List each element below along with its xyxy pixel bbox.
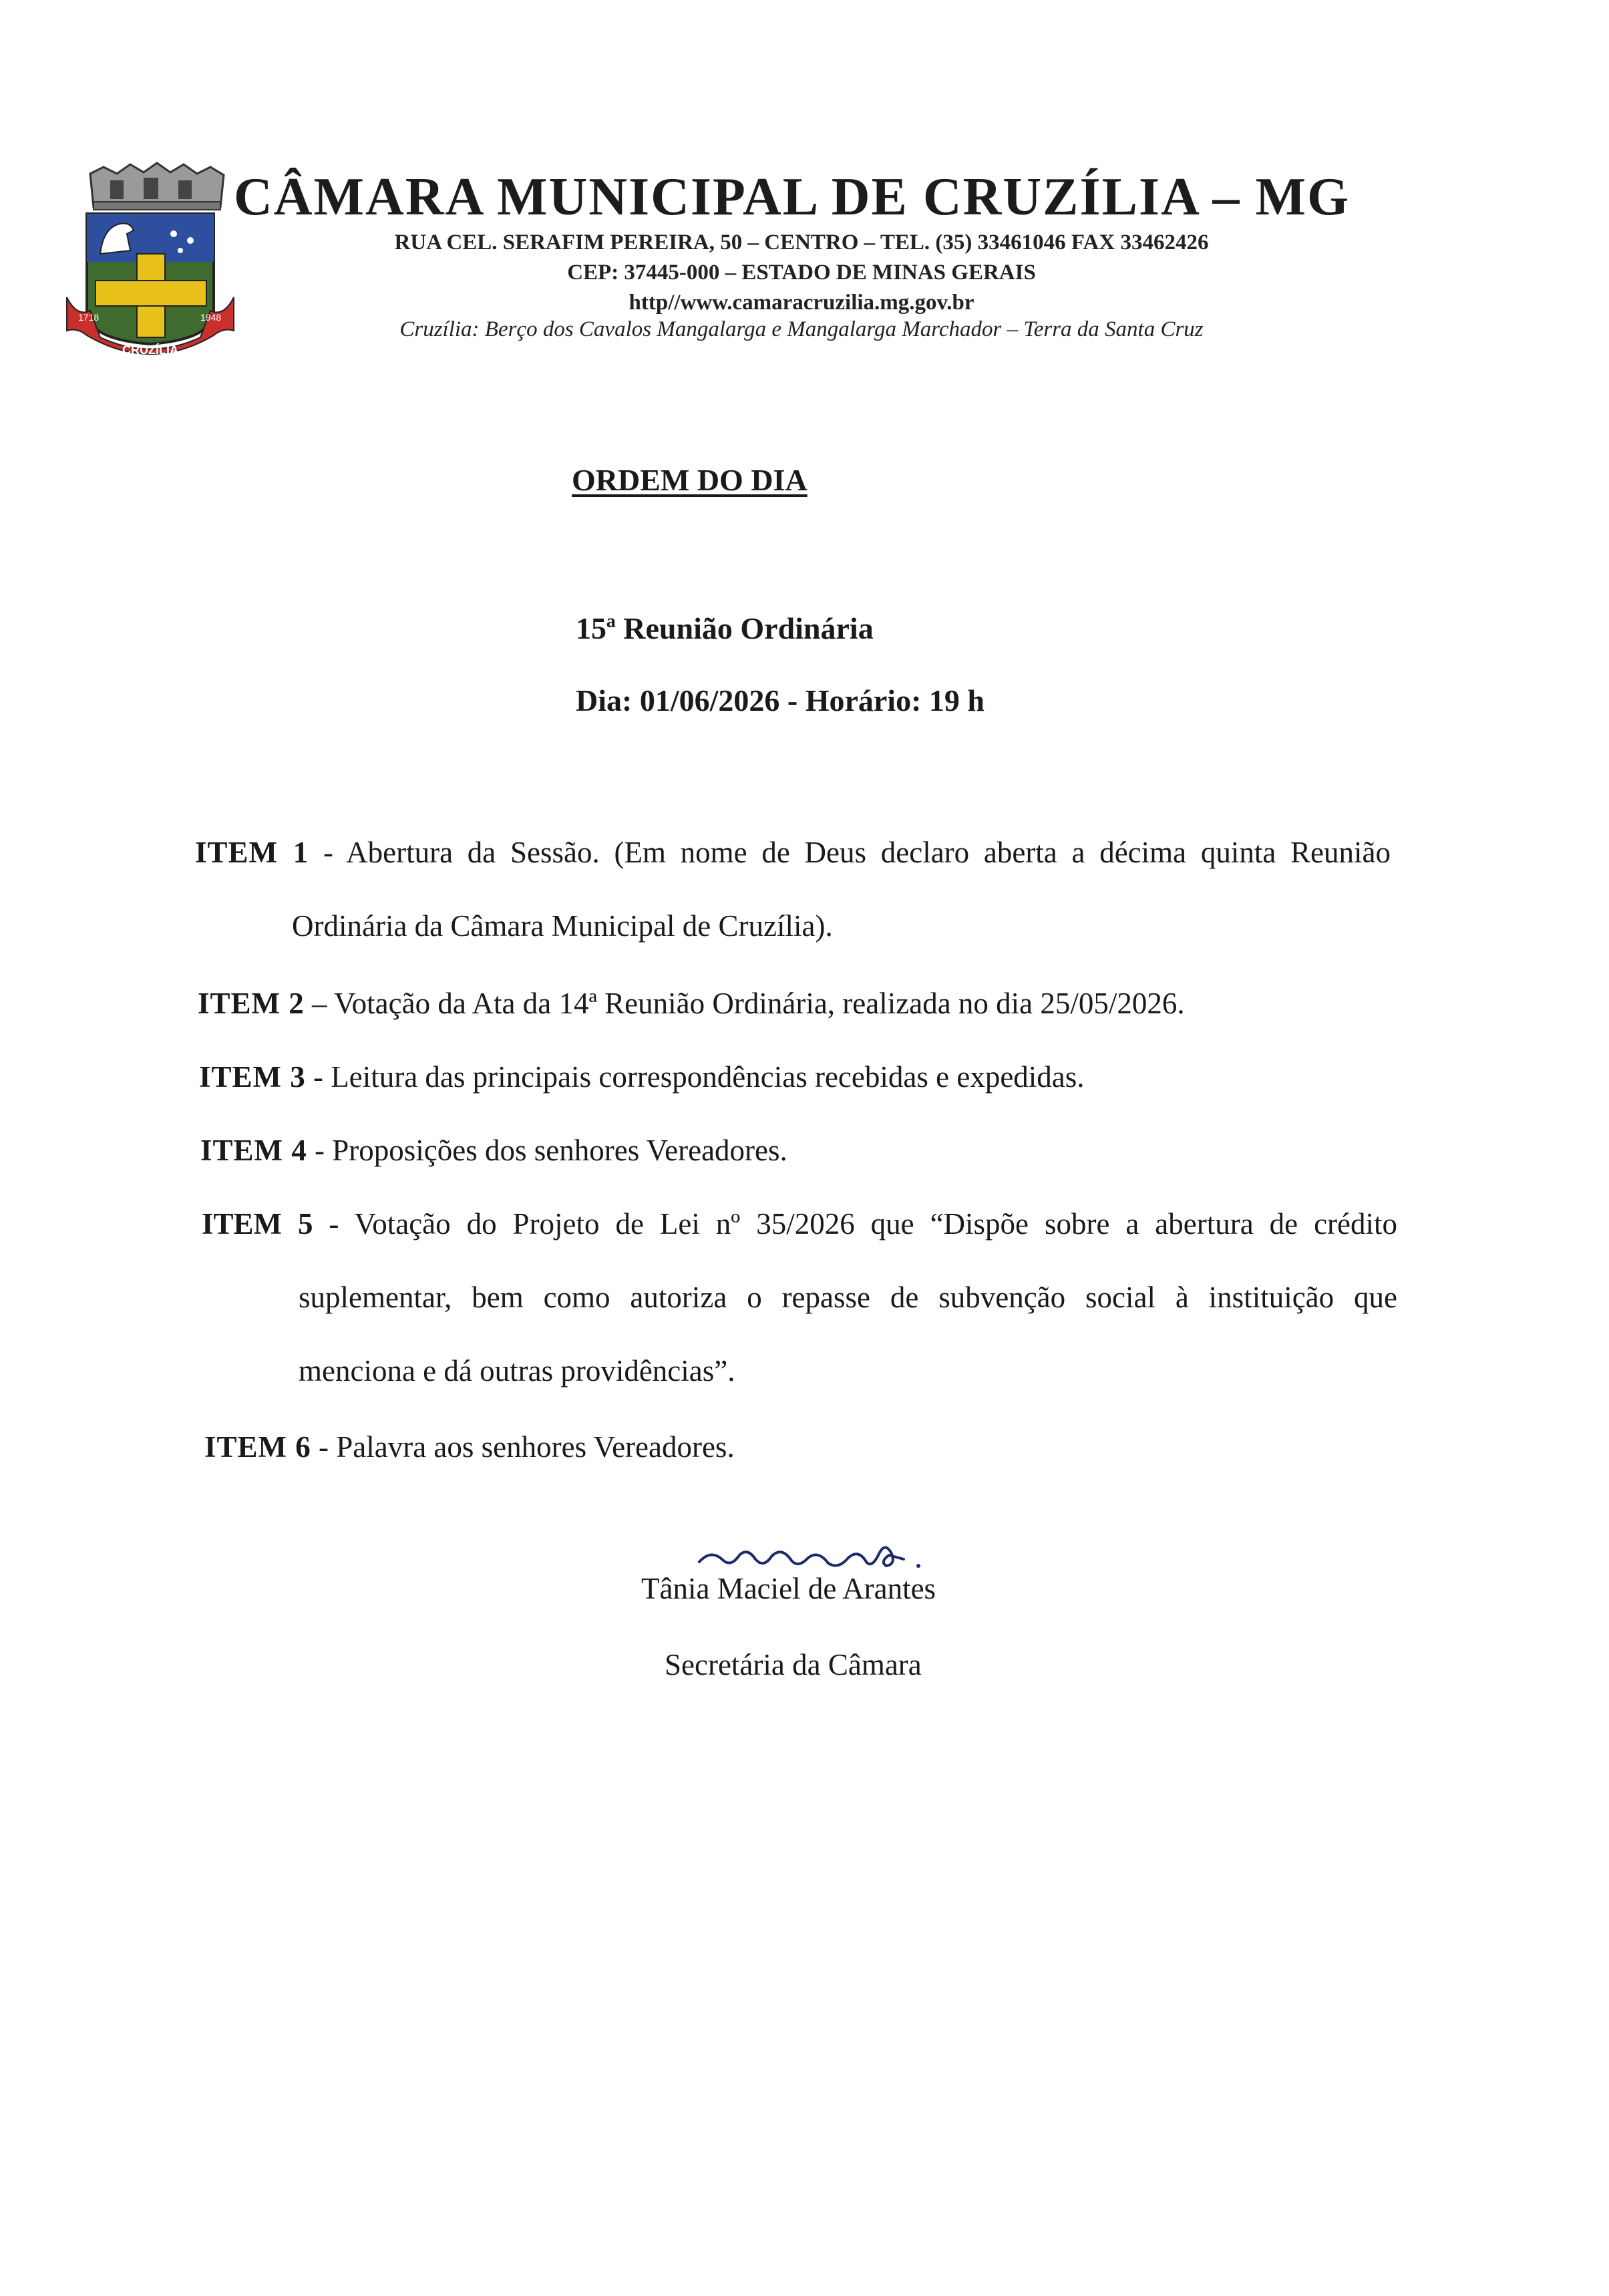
meeting-name: 15ª Reunião Ordinária	[576, 611, 874, 645]
crest-banner-text: CRUZÍLIA	[122, 343, 178, 357]
item-text: – Votação da Ata da 14ª Reunião Ordinária, realizada no dia 25/05/2026.	[304, 987, 1185, 1020]
item-text: - Abertura da Sessão. (Em nome de Deus declaro aberta a décima quinta Reunião	[309, 836, 1391, 869]
agenda-item-1	[195, 835, 1391, 870]
agenda-item-4	[200, 1133, 787, 1168]
document-title: ORDEM DO DIA	[572, 463, 808, 497]
item-label: ITEM 6	[204, 1430, 311, 1464]
agenda-item-6	[204, 1430, 735, 1464]
agenda-item-5	[202, 1206, 1397, 1241]
item-text: - Palavra aos senhores Vereadores.	[311, 1430, 735, 1464]
header-website: http//www.camaracruzilia.mg.gov.br	[629, 291, 974, 315]
signer-name: Tânia Maciel de Arantes	[641, 1572, 936, 1605]
header-motto: Cruzília: Berço dos Cavalos Mangalarga e Mangalarga Marchador – Terra da Santa Cruz	[399, 317, 1204, 341]
item-text: - Leitura das principais correspondências recebidas e expedidas.	[305, 1060, 1085, 1094]
agenda-item-3	[199, 1059, 1085, 1094]
signer-role: Secretária da Câmara	[665, 1648, 922, 1681]
agenda-item-1-continuation: Ordinária da Câmara Municipal de Cruzília).	[292, 909, 833, 943]
item-text: - Proposições dos senhores Vereadores.	[307, 1134, 787, 1167]
meeting-date-time: Dia: 01/06/2026 - Horário: 19 h	[576, 683, 985, 717]
municipal-crest-logo	[63, 160, 237, 367]
crest-year-right: 1948	[200, 312, 222, 323]
shield-icon	[87, 214, 214, 344]
item-label: ITEM 5	[202, 1207, 313, 1241]
mural-crown-icon	[90, 163, 224, 210]
organization-name: CÂMARA MUNICIPAL DE CRUZÍLIA – MG	[234, 168, 1351, 226]
item-label: ITEM 4	[200, 1134, 307, 1167]
item-text: - Votação do Projeto de Lei nº 35/2026 que “Dispõe sobre a abertura de crédito	[313, 1207, 1397, 1241]
item-label: ITEM 1	[195, 836, 309, 869]
header-address: RUA CEL. SERAFIM PEREIRA, 50 – CENTRO – TEL. (35) 33461046 FAX 33462426	[394, 230, 1209, 255]
crest-year-left: 1718	[78, 312, 100, 323]
agenda-item-5-continuation: suplementar, bem como autoriza o repasse de subvenção social à instituição que	[299, 1281, 1397, 1314]
agenda-item-2	[198, 986, 1185, 1021]
agenda-item-5-continuation: menciona e dá outras providências”.	[299, 1354, 735, 1387]
header-cep: CEP: 37445-000 – ESTADO DE MINAS GERAIS	[567, 261, 1036, 285]
item-label: ITEM 2	[198, 987, 305, 1020]
item-label: ITEM 3	[199, 1060, 306, 1094]
